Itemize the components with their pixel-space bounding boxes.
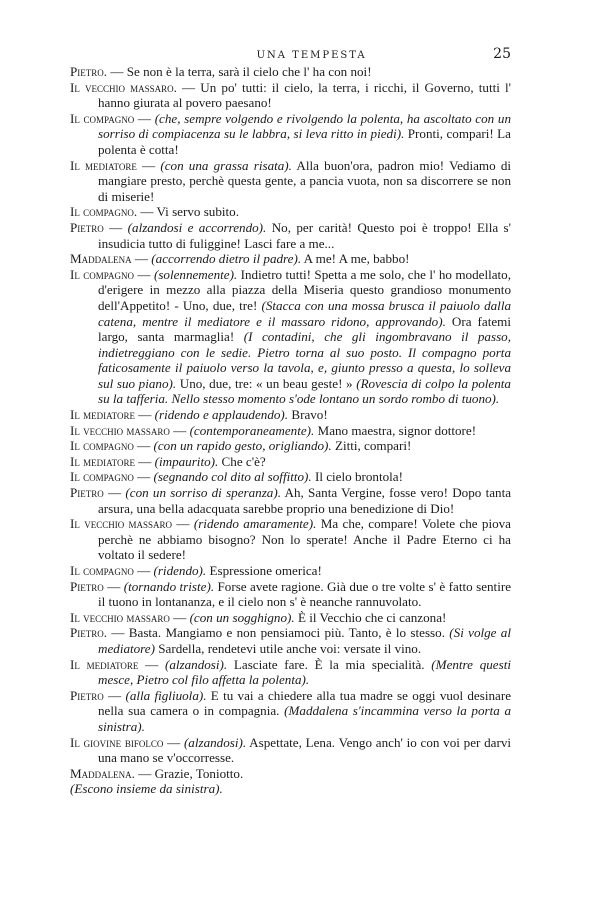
dialogue-line [70,563,511,579]
speaker: Il vecchio massaro [70,516,173,532]
speaker: Il mediatore [70,453,135,469]
speaker: Il vecchio massaro [70,422,170,438]
stage-direction: (tornando triste). [123,578,215,594]
dialogue-text: Sardella, rendetevi utile anche voi: versate il vino. [154,640,422,656]
stage-direction: (accorrendo dietro il padre). [151,251,302,267]
dialogue-text: No, per carità! Questo poi è troppo! Ella s' insudicia tutto di fuliggine! Lasci fare a me... [98,219,511,251]
dialogue-text: E tu vai a chiedere alla tua madre se oggi vuol desinare nella sua camera o in compagnia. [98,687,512,719]
speaker: Pietro [70,578,104,594]
speaker: Il mediatore [70,407,135,423]
stage-direction: (Rovescia di colpo la polenta su la tafferia. Nello stesso momento s'ode lontano un sordo rombo di tuono). [98,375,511,407]
dialogue-text: Mano maestra, signor dottore! [314,422,477,438]
dialogue-line [70,251,511,267]
stage-direction: (con un sorriso di speranza). [125,485,281,501]
dialogue-text: — [133,469,154,485]
dialogue-text: Aspettate, Lena. Vengo anch' io con voi per darvi una mano se v'occorresse. [98,734,512,766]
dialogue-text: — [133,563,154,578]
dialogue-line [70,735,511,766]
dialogue-text: Lasciate fare. È la mia specialità. [227,656,432,672]
dialogue-line [70,610,511,626]
dialogue-text: — [134,453,155,469]
dialogue-line [70,438,511,454]
stage-direction: (che, sempre volgendo e rivolgendo la polenta, ha ascoltato con un sorriso di compiacenza su le labbra, si leva ritto in piedi). [98,110,511,142]
dialogue-text: — [134,407,155,423]
dialogue-text: — Grazie, Toniotto. [134,765,244,781]
speaker: Il compagno [70,266,134,282]
dialogue-text: — [103,485,126,501]
dialogue-line [70,64,511,80]
dialogue-text: Ah, Santa Vergine, fosse vero! Dopo tanta arsura, una bella adacquata sarebbe proprio una benedizione di Dio! [98,485,512,516]
stage-direction: (Si volge al mediatore) [98,625,511,656]
stage-direction: (alzandosi). [183,734,247,750]
speaker: Pietro [70,485,104,501]
stage-direction: (segnando col dito al soffitto). [153,469,312,485]
dialogue-text: — [103,578,124,594]
dialogue-line [70,579,511,610]
dialogue-line [70,158,511,205]
stage-direction: (con un rapido gesto, origliando). [153,438,332,454]
dialogue-text: Ma che, compare! Volete che piova perchè ne abbiamo bisogno? Non lo sperate! Anche il Padre Eterno ci ha voltato il sedere! [98,516,511,563]
dialogue-text: Uno, due, tre: « un beau geste! » [176,375,357,391]
dialogue-line [70,657,511,688]
speaker: Il compagno [70,469,134,485]
stage-direction: (con una grassa risata). [160,157,292,173]
dialogue-text: — Un po' tutti: il cielo, la terra, i ricchi, il Governo, tutti l' hanno giurata al povero paesano! [98,79,511,111]
dialogue-line [70,516,511,563]
dialogue-line [70,220,511,251]
dialogue-line [70,485,511,516]
stage-direction: (Mentre questi mesce, Pietro col filo affetta la polenta). [98,656,511,688]
stage-direction: (I contadini, che gli ingombravano il passo, indietreggiano con le sedie. Pietro torna al suo posto. Il compagno porta faticosamente il paiuolo verso la tavola, e, giunto presso a questa, lo solleva sul suo piano). [98,329,511,391]
dialogue-text: — [136,157,161,173]
speaker: Il compagno. [70,204,138,220]
stage-direction: (alzandosi). [164,656,228,672]
stage-direction: (alla figliuola). [125,687,207,703]
script-text [70,64,511,797]
speaker: Il compagno [70,110,135,126]
dialogue-line [70,111,511,158]
dialogue-line [70,423,511,439]
stage-direction: (ridendo amaramente). [193,516,317,532]
dialogue-text: — [138,656,165,672]
dialogue-text: — [134,110,155,126]
speaker: Il compagno [70,563,134,578]
dialogue-line [70,688,511,735]
dialogue-text: Bravo! [288,407,328,423]
dialogue-text: Zitti, compari! [331,438,412,454]
dialogue-text: — Basta. Mangiamo e non pensiamoci più. Tanto, è lo stesso. [107,625,450,641]
stage-direction: (impaurito). [154,453,219,469]
stage-direction: (contemporaneamente). [189,422,315,438]
speaker: Maddalena. [70,765,135,781]
stage-direction: (Stacca con una mossa brusca il paiuolo dalla catena, mentre il mediatore e il massaro ridono, approvando). [98,297,511,329]
dialogue-text: Pronti, compari! La polenta è cotta! [98,126,511,157]
dialogue-text: — [169,422,190,438]
dialogue-text: — [172,516,194,532]
dialogue-line [70,625,511,656]
speaker: Il compagno [70,438,134,454]
dialogue-line [70,80,511,111]
dialogue-line [70,766,511,782]
dialogue-text: — [133,438,154,454]
dialogue-text: — [131,251,152,267]
dialogue-text: — Vi servo subito. [137,204,239,220]
speaker: Pietro. [70,625,108,641]
speaker: Pietro [70,687,104,703]
stage-direction: (Maddalena s'incammina verso la porta a sinistra). [98,703,511,734]
running-title: UNA TEMPESTA [256,50,367,61]
dialogue-line [70,407,511,423]
speaker: Il mediatore [70,157,137,173]
dialogue-line [70,204,511,220]
dialogue-text: Alla buon'ora, padron mio! Vediamo di mangiare presto, perchè questa gente, a pancia vuota, non sa discorrere se non di miserie! [98,157,512,204]
speaker: Maddalena [70,251,132,267]
dialogue-text: — [103,219,128,235]
stage-direction: (con un sogghigno). [189,609,295,625]
speaker: Il mediatore [70,656,139,672]
speaker: Il vecchio massaro. [70,79,177,95]
speaker: Il giovine bifolco [70,734,164,750]
stage-direction: (solennemente). [153,266,238,282]
speaker: Il vecchio massaro [70,609,170,625]
dialogue-text: — [133,266,154,282]
page-header [70,46,511,62]
dialogue-text: — [163,734,184,750]
dialogue-line [70,469,511,485]
dialogue-text: Indietro tutti! Spetta a me solo, che l' ho modellato, d'erigere in mezzo alla piazza della Miseria questo grandioso monumento dell'Appetito! - Uno, due, tre! [98,266,511,313]
dialogue-text: Ora fatemi largo, santa marmaglia! [98,313,511,345]
dialogue-text: Che c'è? [218,453,266,469]
dialogue-line [70,267,511,407]
dialogue-text: È il Vecchio che ci canzona! [294,609,447,625]
speaker: Pietro [70,219,104,235]
stage-direction: (alzandosi e accorrendo). [127,219,267,235]
dialogue-text: Espressione omerica! [206,563,322,578]
stage-direction: (ridendo e applaudendo). [154,407,289,423]
stage-direction: (ridendo). [153,563,207,578]
dialogue-text: Forse avete ragione. Già due o tre volte s' è fatto sentire il tuono in lontananza, e il cielo non s' è neanche rannuvolato. [98,578,512,610]
dialogue-text: Il cielo brontola! [311,469,403,485]
dialogue-text: — [103,687,126,703]
dialogue-line [70,454,511,470]
speaker: Pietro. [70,64,108,79]
page-number: 25 [493,46,511,62]
closing-stage-direction: (Escono insieme da sinistra). [70,781,223,797]
dialogue-text: A me! A me, babbo! [301,251,410,267]
dialogue-text: — Se non è la terra, sarà il cielo che l' ha con noi! [107,64,372,79]
dialogue-text: — [169,609,190,625]
